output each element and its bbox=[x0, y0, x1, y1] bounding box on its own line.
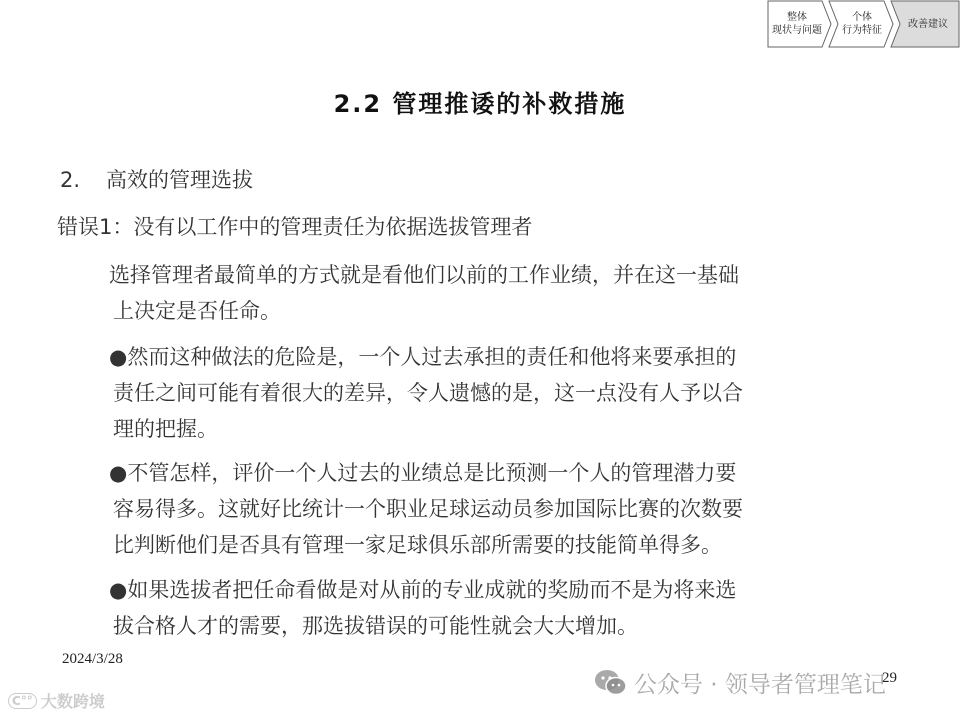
page-number: 29 bbox=[882, 670, 897, 686]
intro-line: 上决定是否任命。 bbox=[113, 299, 281, 323]
breadcrumb-step-1: 整体 现状与问题 bbox=[772, 12, 822, 36]
bullet-line: 拔合格人才的需要，那选拔错误的可能性就会大大增加。 bbox=[113, 614, 638, 638]
watermark-bottom-left bbox=[8, 689, 105, 712]
intro-line: 选择管理者最简单的方式就是看他们以前的工作业绩，并在这一基础 bbox=[109, 263, 739, 287]
watermark-logo-icon: C°° bbox=[8, 693, 37, 709]
section-number: 2. bbox=[60, 168, 81, 192]
bullet-paragraph-1 bbox=[109, 339, 743, 447]
bullet-line: ●不管怎样，评价一个人过去的业绩总是比预测一个人的管理潜力要 bbox=[109, 461, 737, 485]
bullet-line: 责任之间可能有着很大的差异，令人遗憾的是，这一点没有人予以合 bbox=[113, 381, 743, 405]
page-title: 2.2 管理推诿的补救措施 bbox=[333, 90, 627, 118]
bullet-line: 理的把握。 bbox=[113, 417, 218, 441]
bullet-line: ●然而这种做法的危险是，一个人过去承担的责任和他将来要承担的 bbox=[109, 345, 737, 369]
error-heading: 错误1：没有以工作中的管理责任为依据选拔管理者 bbox=[57, 215, 533, 239]
footer-date: 2024/3/28 bbox=[62, 651, 123, 667]
watermark-bottom-left-text: 大数跨境 bbox=[40, 692, 105, 711]
bullet-paragraph-3 bbox=[109, 572, 736, 644]
bullet-line: 比判断他们是否具有管理一家足球俱乐部所需要的技能简单得多。 bbox=[113, 533, 722, 557]
intro-paragraph bbox=[109, 257, 739, 329]
bullet-line: 容易得多。这就好比统计一个职业足球运动员参加国际比赛的次数要 bbox=[113, 497, 743, 521]
bullet-paragraph-2 bbox=[109, 455, 743, 563]
watermark-bottom-right-text: 公众号 · 领导者管理笔记 bbox=[634, 672, 886, 698]
section-heading bbox=[60, 162, 253, 198]
breadcrumb-step-3-active: 改善建议 bbox=[908, 18, 948, 30]
breadcrumb-step-2: 个体 行为特征 bbox=[842, 12, 882, 36]
watermark-bottom-right bbox=[594, 666, 886, 699]
section-title: 高效的管理选拔 bbox=[106, 168, 254, 192]
breadcrumb bbox=[767, 0, 960, 48]
bullet-line: ●如果选拔者把任命看做是对从前的专业成就的奖励而不是为将来选 bbox=[109, 578, 737, 602]
wechat-icon bbox=[594, 668, 628, 698]
